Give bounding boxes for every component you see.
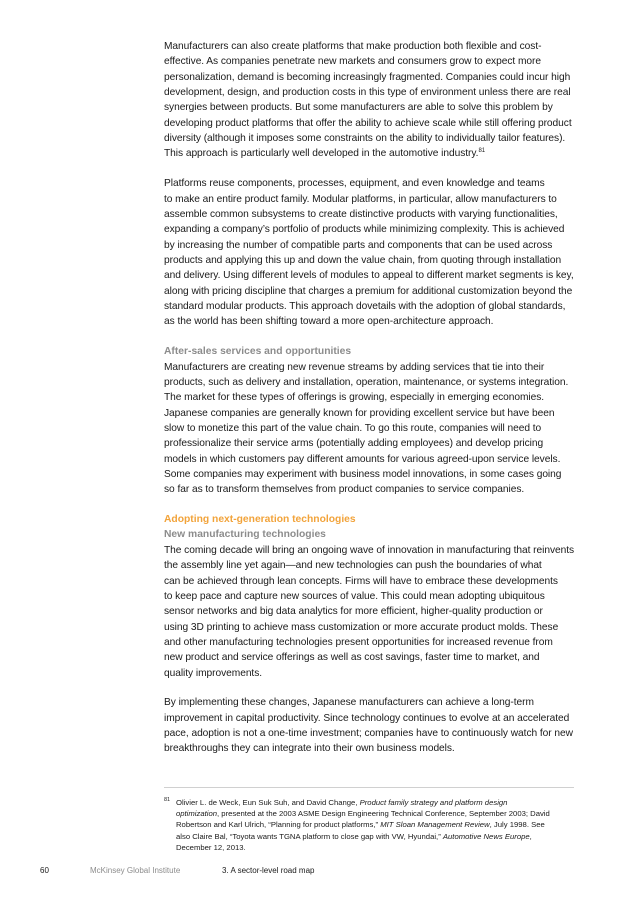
footnote-text-run: , presented at the 2003 ASME Design Engineering Technical Conference, September 2003; David [217,809,550,819]
text-line: new product and service offerings as well as cost savings, faster time to market, and [164,652,540,664]
text-line: slow to monetize this part of the value chain. To go this route, companies will need to [164,422,542,434]
text-line: so far as to transform themselves from product companies to service companies. [164,484,525,496]
footnote-divider [164,787,574,788]
text-line: products, such as delivery and installation, operation, maintenance, or systems integration. [164,376,569,388]
text-line: professionalize their service arms (potentially adding employees) and develop pricing [164,438,544,450]
text-line: Manufacturers can also create platforms that make production both flexible and cost- [164,41,542,52]
paragraph-implementing-changes [164,695,574,756]
text-line: quality improvements. [164,667,263,679]
footnote-text-run: Olivier L. de Weck, Eun Suk Suh, and David Change, [176,798,360,807]
footnote-italic-title: Product family strategy and platform design [359,798,508,807]
text-line: improvement in capital productivity. Since technology continues to evolve at an accelerated [164,712,570,724]
footnote-line [176,819,576,830]
chapter-title: 3. A sector-level road map [222,866,315,875]
text-line: diversity (although it imposes some constraints on the ability to individually tailor features). [164,133,566,145]
text-line: products and applying this up and down the value chain, from quoting through installation [164,254,562,266]
text-line: development, design, and production costs in this type of environment unless there are real [164,87,571,99]
heading-next-gen-technologies: Adopting next-generation technologies [164,514,356,526]
footnote-text [176,797,576,853]
text-line: synergies between products. But some manufacturers are able to solve this problem by [164,102,553,114]
text-line: can be achieved through lean concepts. Firms will have to embrace these developments [164,575,558,587]
text-line: to keep pace and capture new sources of value. This could mean adopting ubiquitous [164,590,545,602]
footnote-text-run: Robertson and Karl Ulrich, “Planning for product platforms,” [176,820,381,830]
footnote [164,797,576,853]
footnote-line [176,797,576,808]
text-line: expanding a company’s portfolio of products while minimizing complexity. This is achieved [164,224,565,236]
paragraph-after-sales [164,360,574,498]
text-line: the assembly line yet again—and new technologies can push the boundaries of what [164,560,542,572]
heading-new-manufacturing: New manufacturing technologies [164,529,326,541]
heading-after-sales: After-sales services and opportunities [164,346,352,358]
text-line: The coming decade will bring an ongoing wave of innovation in manufacturing that reinvents [164,544,575,556]
paragraph-platforms-reuse [164,176,574,329]
text-line: to make an entire product family. Modular platforms, in particular, allow manufacturers to [164,193,557,205]
text-line: By implementing these changes, Japanese manufacturers can achieve a long-term [164,697,534,709]
text-line: personalization, demand is becoming increasingly fragmented. Companies could incur high [164,71,571,83]
footnote-text-run: also Claire Bal, “Toyota wants TGNA platform to close gap with VW, Hyundai,” [176,831,443,841]
text-line-content: This approach is particularly well developed in the automotive industry. [164,148,479,160]
paragraph-new-manufacturing [164,543,574,681]
footnote-line [176,808,576,819]
footnote-italic-title: Automotive News Europe [442,831,530,841]
page-number: 60 [40,866,49,875]
text-line: effective. As companies penetrate new markets and consumers grow to expect more [164,56,541,68]
text-line: Some companies may experiment with business model innovations, in some cases going [164,468,562,480]
text-line: assemble common subsystems to create distinctive products with varying functionalities, [164,208,558,220]
text-line: as the world has been shifting toward a more open-architecture approach. [164,316,494,328]
footnote-italic-title: MIT Sloan Management Review [380,820,490,830]
text-line: developing product platforms that offer the ability to achieve scale while still offering product [164,117,572,129]
text-line [164,146,574,161]
footnote-text-run: , July 1998. See [489,820,545,830]
text-line: The market for these types of offerings is growing, especially in emerging economies. [164,392,545,404]
text-line: and delivery. Using different levels of modules to appeal to different market segments is key, [164,270,574,282]
main-text-column [164,39,574,771]
text-line: standard modular products. This approach dovetails with the adoption of global standards, [164,301,566,312]
footnote-reference[interactable]: 81 [478,148,486,155]
footnote-italic-title: optimization [176,809,218,819]
publisher-name: McKinsey Global Institute [90,866,181,875]
footnote-line: December 12, 2013. [176,842,246,852]
text-line: breakthroughs they can integrate into their own business models. [164,743,455,755]
text-line: Japanese companies are generally known for providing excellent service but have been [164,407,555,419]
text-line: and other manufacturing technologies present opportunities for increased revenue from [164,636,553,648]
text-line: pace, adoption is not a one-time investment; companies have to continuously watch for new [164,728,573,740]
text-line: along with pricing discipline that charges a premium for additional customization beyond the [164,285,573,297]
text-line: Manufacturers are creating new revenue streams by adding services that tie into their [164,361,545,373]
footnote-line [176,831,576,842]
footnote-number: 81 [164,797,171,803]
text-line: Platforms reuse components, processes, equipment, and even knowledge and teams [164,178,545,190]
text-line: models in which customers pay different amounts for various agreed-upon service levels. [164,453,561,465]
footnote-text-run: , [529,831,532,841]
text-line: by increasing the number of compatible parts and components that can be used across [164,239,553,251]
paragraph-platforms-intro [164,39,574,162]
text-line: using 3D printing to achieve mass customization or more accurate product molds. These [164,621,559,633]
text-line: sensor networks and big data analytics for more efficient, higher-quality production or [164,606,543,618]
